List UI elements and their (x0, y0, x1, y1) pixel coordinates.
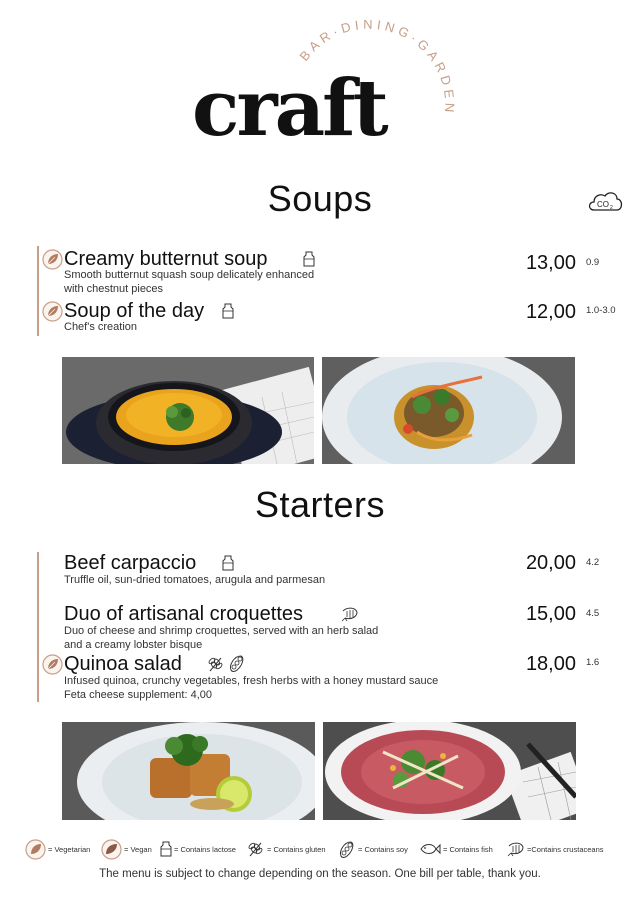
item-co2: 4.2 (586, 557, 600, 568)
item-price: 18,00 (525, 653, 576, 675)
lactose-icon (222, 555, 234, 571)
item-name: Beef carpaccio (64, 552, 197, 574)
item-co2: 0.9 (586, 257, 600, 268)
svg-text:2: 2 (610, 205, 613, 211)
vegan-leaf-icon (101, 839, 122, 860)
logo-tagline: BAR·DINING·GARDEN (296, 20, 458, 117)
co2-cloud-icon (586, 188, 624, 214)
legend-fish (419, 838, 493, 860)
item-desc-line: Duo of cheese and shrimp croquettes, served with an herb salad (64, 625, 379, 637)
legend-label: = Contains gluten (267, 844, 326, 854)
legend-soy (338, 838, 408, 860)
vegetarian-leaf-icon (42, 654, 63, 675)
photo-soup-dish (322, 357, 575, 464)
starters-accent-bar (37, 552, 39, 702)
legend-label: =Contains crustaceans (527, 844, 604, 854)
item-price: 20,00 (525, 552, 576, 574)
item-desc-line: with chestnut pieces (64, 283, 164, 295)
item-co2: 4.5 (586, 608, 600, 619)
legend-crustaceans (507, 838, 604, 860)
item-co2: 1.0-3.0 (586, 305, 616, 316)
gluten-icon (247, 840, 265, 858)
crustaceans-icon (341, 606, 359, 622)
legend-gluten (247, 838, 326, 860)
legend-label: = Vegan (124, 844, 152, 854)
soy-icon (228, 654, 246, 673)
item-desc-line: Infused quinoa, crunchy vegetables, fresh herbs with a honey mustard sauce (64, 675, 439, 687)
item-desc-line: Smooth butternut squash soup delicately enhanced (64, 269, 315, 281)
logo-wordmark: craft (192, 63, 386, 154)
fish-icon (419, 842, 441, 856)
item-price: 12,00 (525, 301, 576, 323)
item-price: 15,00 (525, 603, 576, 625)
legend-vegetarian (25, 838, 90, 860)
item-name: Duo of artisanal croquettes (64, 603, 304, 625)
lactose-icon (222, 303, 234, 319)
section-title-soups: Soups (267, 178, 373, 219)
vegetarian-leaf-icon (42, 301, 63, 322)
legend-label: = Contains fish (443, 844, 493, 854)
item-name: Soup of the day (64, 300, 205, 322)
section-title-starters: Starters (254, 484, 386, 525)
vegetarian-leaf-icon (25, 839, 46, 860)
item-desc-line: and a creamy lobster bisque (64, 639, 203, 651)
logo (188, 20, 458, 160)
item-desc-line: Truffle oil, sun-dried tomatoes, arugula and parmesan (64, 574, 326, 586)
legend-label: = Contains lactose (174, 844, 236, 854)
legend-lactose (160, 838, 236, 860)
crustaceans-icon (507, 841, 525, 857)
vegetarian-leaf-icon (42, 249, 63, 270)
item-name: Quinoa salad (64, 653, 182, 675)
footer-note: The menu is subject to change depending on the season. One bill per table, thank you. (99, 868, 541, 880)
item-price: 13,00 (525, 252, 576, 274)
item-desc-line: Feta cheese supplement: 4,00 (64, 689, 212, 701)
item-co2: 1.6 (586, 657, 600, 668)
item-name: Creamy butternut soup (64, 248, 268, 270)
svg-text:CO: CO (597, 200, 609, 209)
lactose-icon (303, 251, 315, 267)
legend-label: = Contains soy (358, 844, 408, 854)
soups-accent-bar (37, 246, 39, 336)
legend-label: = Vegetarian (48, 844, 91, 854)
photo-croquettes (62, 722, 315, 820)
allergen-legend (0, 838, 640, 860)
item-desc-line: Chef's creation (64, 321, 138, 333)
photo-butternut-soup (62, 357, 314, 464)
photo-beef-carpaccio (323, 722, 576, 820)
gluten-icon (207, 655, 225, 673)
legend-vegan (101, 838, 152, 860)
lactose-icon (160, 841, 172, 857)
soy-icon (338, 840, 356, 859)
